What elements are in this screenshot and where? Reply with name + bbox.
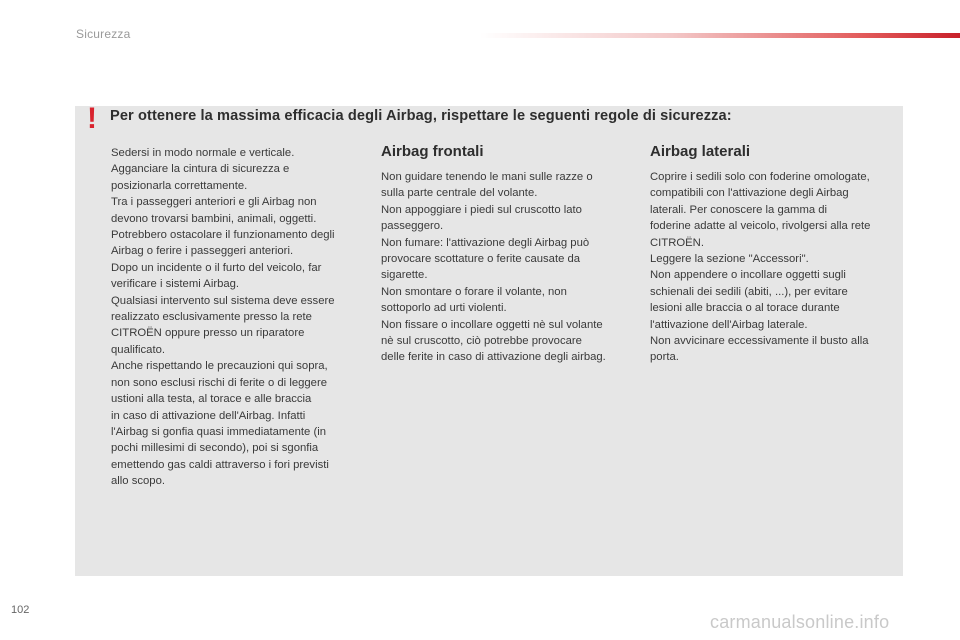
lateral-airbag-title: Airbag laterali: [650, 143, 751, 160]
frontal-text-line: Non fissare o incollare oggetti nè sul volante: [381, 318, 603, 331]
lateral-text-line: lesioni alle braccia o al torace durante: [650, 302, 840, 315]
general-text-line: CITROËN oppure presso un riparatore: [111, 327, 305, 340]
general-text-line: posizionarla correttamente.: [111, 179, 248, 192]
general-text-line: Airbag o ferire i passeggeri anteriori.: [111, 245, 294, 258]
frontal-airbag-column: [381, 142, 631, 366]
general-text-line: realizzato esclusivamente presso la rete: [111, 311, 312, 324]
frontal-airbag-title: Airbag frontali: [381, 143, 484, 160]
frontal-text-line: sigarette.: [381, 269, 428, 282]
general-text-line: non sono esclusi rischi di ferite o di leggere: [111, 376, 328, 389]
page-number: 102: [11, 604, 30, 616]
watermark: carmanualsonline.info: [710, 612, 890, 632]
general-rules-text: [111, 145, 361, 490]
frontal-text-line: provocare scottature o ferite causate da: [381, 253, 581, 266]
general-text-line: qualificato.: [111, 343, 166, 356]
lateral-text-line: Non appendere o incollare oggetti sugli: [650, 269, 846, 282]
frontal-airbag-text: [381, 169, 631, 366]
lateral-text-line: schienali dei sedili (abiti, ...), per evitare: [650, 285, 848, 298]
lateral-text-line: Leggere la sezione "Accessori".: [650, 253, 809, 266]
frontal-text-line: Non smontare o forare il volante, non: [381, 285, 567, 298]
lateral-text-line: Coprire i sedili solo con foderine omologate,: [650, 171, 870, 183]
lateral-airbag-text: [650, 169, 900, 366]
general-text-line: Agganciare la cintura di sicurezza e: [111, 163, 290, 176]
general-text-line: Tra i passeggeri anteriori e gli Airbag non: [111, 196, 317, 209]
lateral-text-line: porta.: [650, 351, 679, 364]
frontal-text-line: sottoporlo ad urti violenti.: [381, 302, 507, 315]
general-text-line: Anche rispettando le precauzioni qui sopra,: [111, 360, 328, 373]
general-text-line: Sedersi in modo normale e verticale.: [111, 147, 295, 159]
lateral-text-line: laterali. Per conoscere la gamma di: [650, 203, 828, 216]
lateral-airbag-column: [650, 142, 900, 366]
lateral-text-line: foderine adatte al veicolo, rivolgersi alla rete: [650, 220, 871, 233]
general-text-line: ustioni alla testa, al torace e alle braccia: [111, 393, 312, 406]
general-text-line: l'Airbag si gonfia quasi immediatamente (in: [111, 425, 327, 438]
general-text-line: Dopo un incidente o il furto del veicolo, far: [111, 261, 322, 274]
general-text-line: allo scopo.: [111, 475, 166, 488]
general-text-line: emettendo gas caldi attraverso i fori previsti: [111, 458, 329, 471]
frontal-text-line: delle ferite in caso di attivazione degli airbag.: [381, 351, 606, 364]
frontal-text-line: Non fumare: l'attivazione degli Airbag può: [381, 236, 590, 249]
warning-exclamation-icon: !: [87, 102, 97, 135]
panel-heading: Per ottenere la massima efficacia degli Airbag, rispettare le seguenti regole di sicurezza:: [110, 108, 732, 124]
general-text-line: verificare i sistemi Airbag.: [111, 278, 240, 291]
lateral-text-line: compatibili con l'attivazione degli Airbag: [650, 187, 849, 200]
lateral-text-line: l'attivazione dell'Airbag laterale.: [650, 318, 808, 331]
frontal-text-line: Non guidare tenendo le mani sulle razze o: [381, 171, 593, 183]
general-rules-column: [111, 145, 361, 490]
frontal-text-line: sulla parte centrale del volante.: [381, 187, 538, 200]
general-text-line: in caso di attivazione dell'Airbag. Infatti: [111, 409, 306, 422]
frontal-text-line: passeggero.: [381, 220, 444, 233]
general-text-line: devono trovarsi bambini, animali, oggetti.: [111, 212, 317, 225]
frontal-text-line: nè sul cruscotto, ciò potrebbe provocare: [381, 335, 582, 348]
lateral-text-line: Non avvicinare eccessivamente il busto alla: [650, 335, 869, 348]
header-accent-rule: [480, 33, 960, 38]
frontal-text-line: Non appoggiare i piedi sul cruscotto lato: [381, 203, 582, 216]
lateral-text-line: CITROËN.: [650, 236, 704, 249]
general-text-line: pochi millesimi di secondo), poi si sgonfia: [111, 442, 319, 455]
general-text-line: Qualsiasi intervento sul sistema deve essere: [111, 294, 335, 307]
section-title: Sicurezza: [76, 27, 131, 41]
general-text-line: Potrebbero ostacolare il funzionamento degli: [111, 229, 335, 242]
